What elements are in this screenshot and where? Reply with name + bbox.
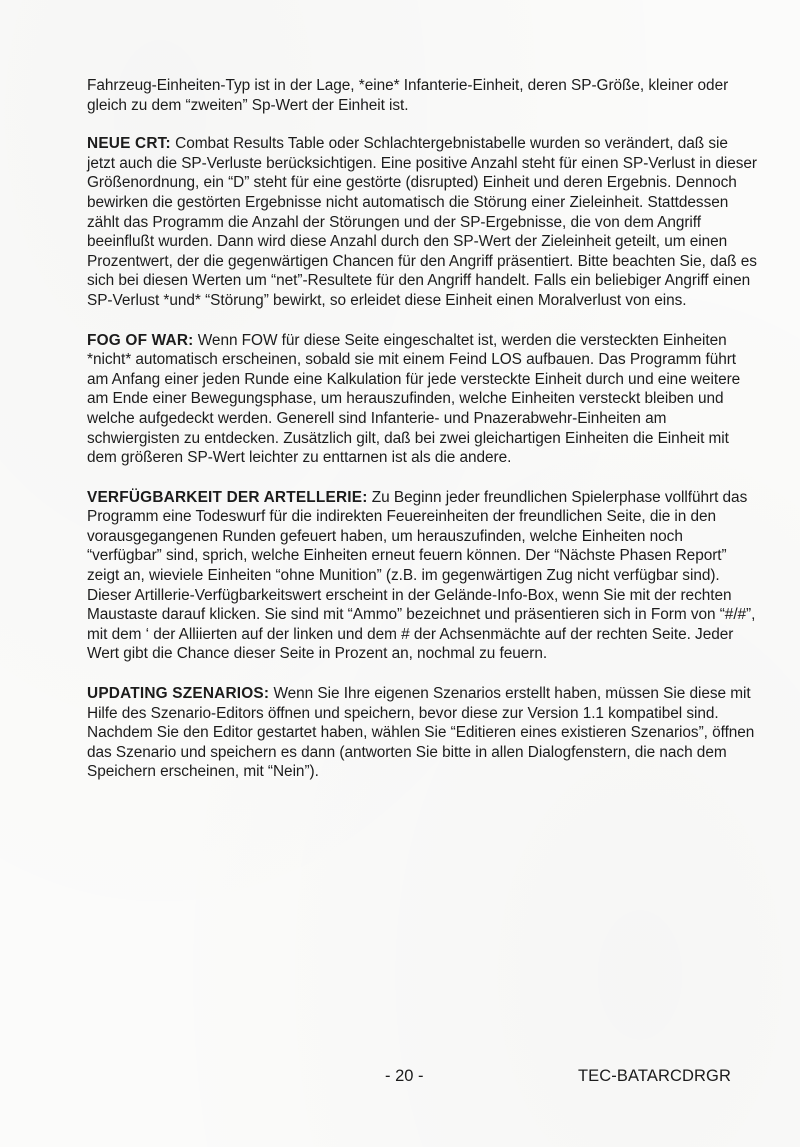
section-heading: VERFÜGBARKEIT DER ARTELLERIE: [87, 488, 368, 506]
section-heading: NEUE CRT: [87, 135, 171, 153]
section-body: Combat Results Table oder Schlachtergebnistabelle wurden so verändert, daß sie jetzt auch die SP-Verluste berücksichtigen. Eine positive Anzahl steht für einen SP-Verlust in dieser Größenordnung, ein “D” steht für eine gestörte (disrupted) Einheit und deren Ergebnis. Dennoch bewirken die gestörten Ergebnisse nicht automatisch die Störung einer Zieleinheit. Stattdessen zählt das Programm die Anzahl der Störungen und der SP-Ergebnisse, die von dem Angriff beeinflußt wurden. Dann wird diese Anzahl durch den SP-Wert der Zieleinheit geteilt, um einen Prozentwert, der die gegenwärtigen Chancen für den Angriff präsentiert. Bitte beachten Sie, daß es sich bei diesen Werten um “net”-Resultete für den Angriff handelt. Falls ein beliebiger Angriff einen SP-Verlust *und* “Störung” bewirkt, so erleidet diese Einheit einen Moralverlust von eins. [87, 135, 757, 309]
section-body: Wenn Sie Ihre eigenen Szenarios erstellt haben, müssen Sie diese mit Hilfe des Szenario-Editors öffnen und speichern, bevor diese zur Version 1.1 kompatibel sind. Nachdem Sie den Editor gestartet haben, wählen Sie “Editieren eines existieren Szenarios”, öffnen das Szenario und speichern es dann (antworten Sie bitte in allen Dialogfenstern, die nach dem Speichern erscheinen, mit “Nein”). [87, 685, 755, 781]
intro-paragraph: Fahrzeug-Einheiten-Typ ist in der Lage, *eine* Infanterie-Einheit, deren SP-Größe, kleiner oder gleich zu dem “zweiten” Sp-Wert der Einheit ist. [87, 77, 729, 114]
section-body: Zu Beginn jeder freundlichen Spielerphase vollführt das Programm eine Todeswurf für die indirekten Feuereinheiten der freundlichen Seite, die in den vorausgegangenen Runden gefeuert haben, um herauszufinden, welche Einheiten noch “verfügbar” sind, sprich, welche Einheiten erneut feuern können. Der “Nächste Phasen Report” zeigt an, wieviele Einheiten “ohne Munition” (z.B. im gegenwärtigen Zug nicht verfügbar sind). Dieser Artillerie-Verfügbarkeitswert erscheint in der Gelände-Info-Box, wenn Sie mit der rechten Maustaste darauf klicken. Sie sind mit “Ammo” bezeichnet und präsentieren sich in Form von “#/#”, mit dem ‘ der Alliierten auf der linken und dem # der Achsenmächte auf der rechten Seite. Jeder Wert gibt die Chance dieser Seite in Prozent an, nochmal zu feuern. [87, 488, 756, 663]
section-updating-szenarios [87, 684, 759, 782]
section-fog-of-war [87, 331, 759, 468]
section-neue-crt [87, 134, 759, 310]
section-heading: UPDATING SZENARIOS: [87, 685, 270, 703]
section-artillerie-verfuegbarkeit [87, 488, 759, 664]
section-body: Wenn FOW für diese Seite eingeschaltet ist, werden die versteckten Einheiten *nicht* automatisch erscheinen, sobald sie mit einem Feind LOS aufbauen. Das Programm führt am Anfang einer jeden Runde eine Kalkulation für jede versteckte Einheit durch und eine weitere am Ende einer Bewegungsphase, um herauszufinden, welche Einheiten versteckt bleiben und welche aufgedeckt werden. Generell sind Infanterie- und Pnazerabwehr-Einheiten am schwiergisten zu entdecken. Zusätzlich gilt, daß bei zwei gleichartigen Einheiten die Einheit mit dem größeren SP-Wert leichter zu enttarnen ist als die andere. [87, 331, 741, 467]
page-number: - 20 - [385, 1067, 424, 1085]
section-heading: FOG OF WAR: [87, 331, 194, 349]
document-code: TEC-BATARCDRGR [578, 1067, 731, 1085]
page-body [87, 76, 759, 802]
